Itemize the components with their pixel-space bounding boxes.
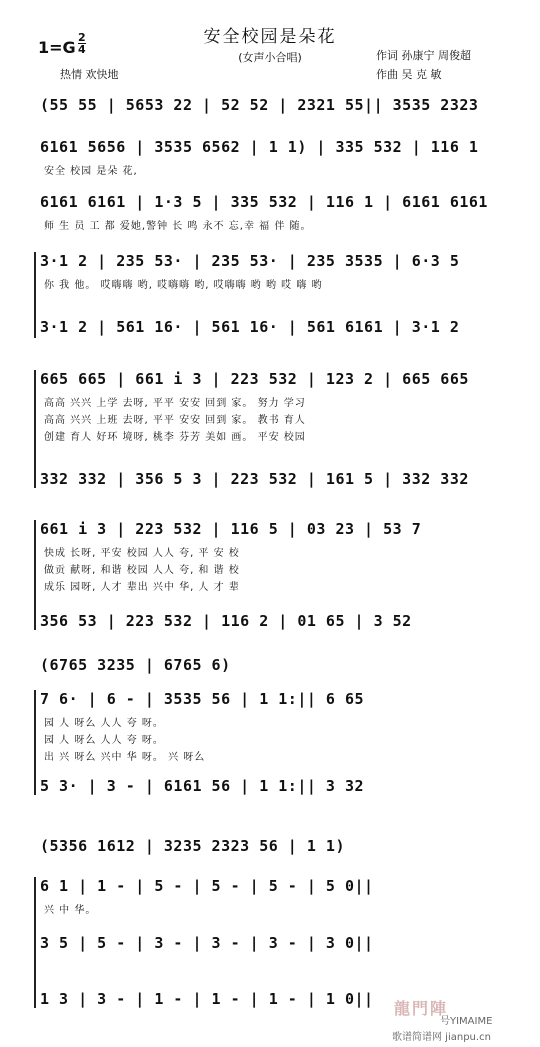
melody-line: 3·1 2 | 561 16· | 561 16· | 561 6161 | 3·1 2 bbox=[40, 318, 460, 336]
lyric-line: 成乐 园呀, 人才 辈出 兴中 华, 人 才 辈 bbox=[44, 582, 240, 593]
lyricist-credit: 作词 孙康宁 周俊超 bbox=[376, 49, 471, 62]
melody-line: (5356 1612 | 3235 2323 56 | 1 1) bbox=[40, 837, 345, 855]
system-bracket bbox=[34, 370, 36, 488]
melody-line: 3·1 2 | 235 53· | 235 53· | 235 3535 | 6·3 5 bbox=[40, 252, 460, 270]
system-bracket bbox=[34, 877, 36, 1008]
melody-line: 6161 6161 | 1·3 5 | 335 532 | 116 1 | 6161 6161 bbox=[40, 193, 488, 211]
melody-line: 5 3· | 3 - | 6161 56 | 1 1:|| 3 32 bbox=[40, 777, 365, 795]
melody-line: 665 665 | 661 i 3 | 223 532 | 123 2 | 665 665 bbox=[40, 370, 469, 388]
lyric-line: 兴 中 华。 bbox=[44, 905, 97, 916]
lyric-line: 你 我 他。 哎嗨嗨 哟, 哎嗨嗨 哟, 哎嗨嗨 哟 哟 哎 嗨 哟 bbox=[44, 280, 323, 291]
melody-line: 3 5 | 5 - | 3 - | 3 - | 3 - | 3 0|| bbox=[40, 934, 374, 952]
composer-credit: 作曲 吴 克 敏 bbox=[376, 68, 442, 81]
time-signature bbox=[78, 32, 86, 55]
lyric-line: 高高 兴兴 上班 去呀, 平平 安安 回到 家。 教书 育人 bbox=[44, 415, 306, 426]
lyric-line: 做贡 献呀, 和谐 校园 人人 夸, 和 谐 校 bbox=[44, 565, 240, 576]
system-bracket bbox=[34, 690, 36, 795]
lyric-line: 师 生 员 工 都 爱她,警钟 长 鸣 永不 忘,幸 福 伴 随。 bbox=[44, 221, 312, 232]
melody-line: 661 i 3 | 223 532 | 116 5 | 03 23 | 53 7 bbox=[40, 520, 422, 538]
lyric-line: 高高 兴兴 上学 去呀, 平平 安安 回到 家。 努力 学习 bbox=[44, 398, 306, 409]
lyric-line: 安全 校园 是朵 花, bbox=[44, 166, 138, 177]
watermark-logo: 龍門陣 bbox=[394, 999, 449, 1018]
system-bracket bbox=[34, 520, 36, 630]
key-signature: 1=G bbox=[38, 38, 76, 57]
melody-line: 356 53 | 223 532 | 116 2 | 01 65 | 3 52 bbox=[40, 612, 412, 630]
meter-top: 2 bbox=[78, 31, 86, 44]
watermark-line2: 歌谱简谱网 jianpu.cn bbox=[392, 1032, 491, 1043]
melody-line: 7 6· | 6 - | 3535 56 | 1 1:|| 6 65 bbox=[40, 690, 365, 708]
song-subtitle: (女声小合唱) bbox=[238, 51, 302, 64]
lyric-line: 快成 长呀, 平安 校园 人人 夸, 平 安 校 bbox=[44, 548, 240, 559]
lyric-line: 园 人 呀么 人人 夸 呀。 bbox=[44, 718, 164, 729]
melody-line: 1 3 | 3 - | 1 - | 1 - | 1 - | 1 0|| bbox=[40, 990, 374, 1008]
melody-line: (6765 3235 | 6765 6) bbox=[40, 656, 231, 674]
song-title: 安全校园是朵花 bbox=[203, 27, 337, 47]
lyric-line: 出 兴 呀么 兴中 华 呀。 兴 呀么 bbox=[44, 752, 206, 763]
lyric-line: 创建 育人 好环 境呀, 桃李 芬芳 美如 画。 平安 校园 bbox=[44, 432, 306, 443]
system-bracket bbox=[34, 252, 36, 338]
melody-line: 332 332 | 356 5 3 | 223 532 | 161 5 | 332 332 bbox=[40, 470, 469, 488]
meter-bottom: 4 bbox=[78, 43, 86, 56]
tempo-marking: 热情 欢快地 bbox=[60, 68, 119, 81]
watermark-line1: 号YIMAIME bbox=[440, 1016, 493, 1027]
melody-line: (55 55 | 5653 22 | 52 52 | 2321 55|| 3535 2323 bbox=[40, 96, 479, 114]
lyric-line: 园 人 呀么 人人 夸 呀。 bbox=[44, 735, 164, 746]
melody-line: 6161 5656 | 3535 6562 | 1 1) | 335 532 | 116 1 bbox=[40, 138, 479, 156]
melody-line: 6 1 | 1 - | 5 - | 5 - | 5 - | 5 0|| bbox=[40, 877, 374, 895]
